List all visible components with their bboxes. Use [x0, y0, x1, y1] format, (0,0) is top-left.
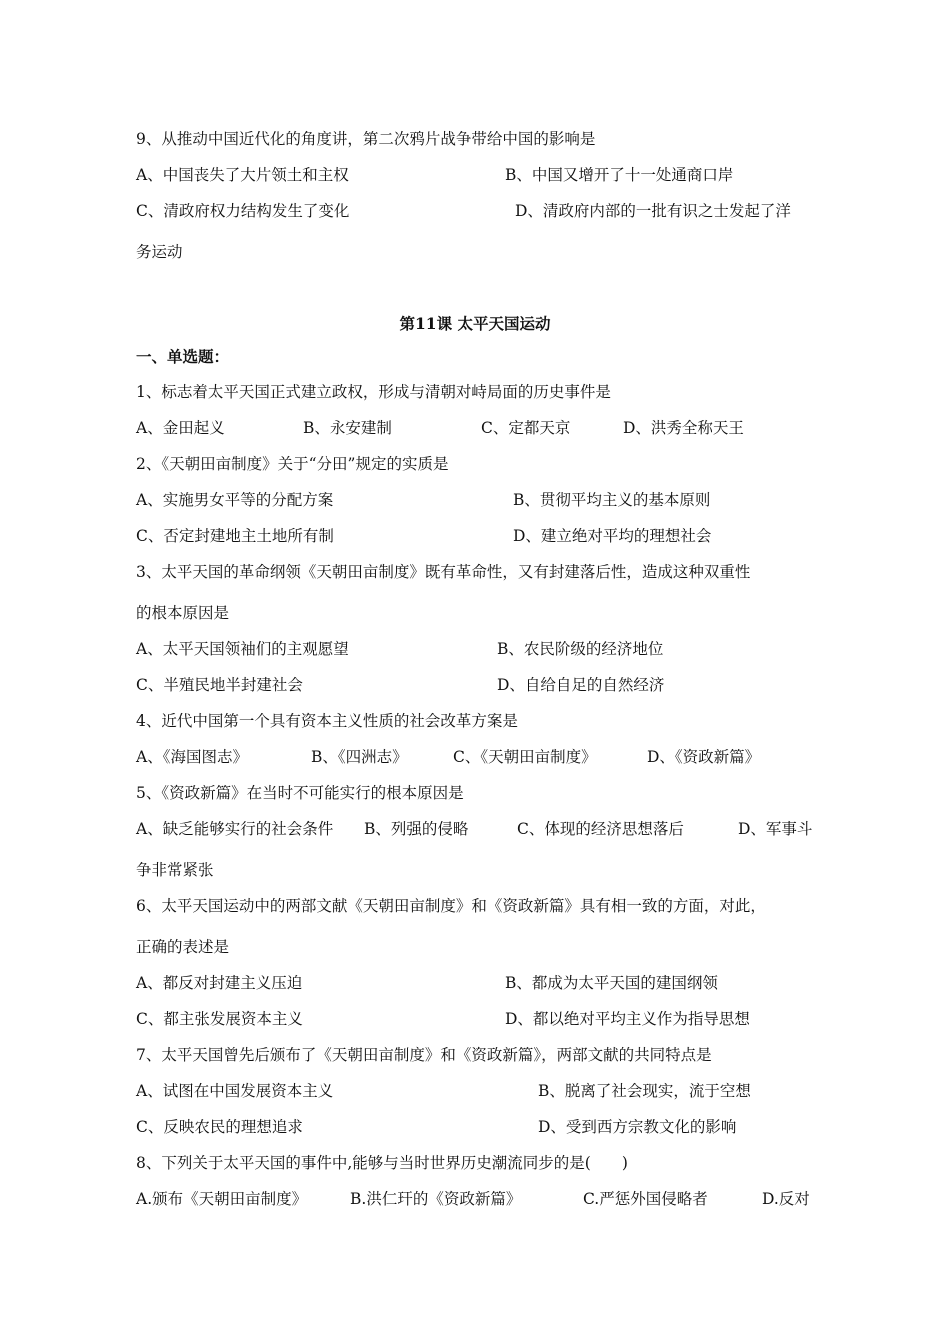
- q1-option-a: A、金田起义: [136, 419, 225, 437]
- q4-stem: 4、近代中国第一个具有资本主义性质的社会改革方案是: [136, 712, 518, 730]
- q1-option-d: D、洪秀全称天王: [623, 419, 744, 437]
- q5-option-b: B、列强的侵略: [364, 820, 469, 838]
- q2-option-c: C、否定封建地主土地所有制: [136, 527, 334, 545]
- q6-stem: 6、太平天国运动中的两部文献《天朝田亩制度》和《资政新篇》具有相一致的方面，对此，: [136, 897, 766, 915]
- q8-option-b: B.洪仁玕的《资政新篇》: [350, 1190, 522, 1208]
- q3-stem-continued: 的根本原因是: [136, 604, 230, 622]
- q1-option-c: C、定都天京: [481, 419, 571, 437]
- q8-option-a: A.颁布《天朝田亩制度》: [136, 1190, 308, 1208]
- q4-option-b: B、《四洲志》: [311, 748, 408, 766]
- q8-stem: 8、下列关于太平天国的事件中,能够与当时世界历史潮流同步的是( ): [136, 1154, 628, 1172]
- q6-option-c: C、都主张发展资本主义: [136, 1010, 303, 1028]
- q7-option-b: B、脱离了社会现实，流于空想: [538, 1082, 751, 1100]
- q8-option-d: D.反对: [762, 1190, 810, 1208]
- q3-option-b: B、农民阶级的经济地位: [497, 640, 664, 658]
- q3-option-c: C、半殖民地半封建社会: [136, 676, 303, 694]
- q7-stem: 7、太平天国曾先后颁布了《天朝田亩制度》和《资政新篇》，两部文献的共同特点是: [136, 1046, 712, 1064]
- section-heading: 一、单选题：: [136, 347, 230, 366]
- q4-option-c: C、《天朝田亩制度》: [453, 748, 597, 766]
- q9-stem: 9、从推动中国近代化的角度讲，第二次鸦片战争带给中国的影响是: [136, 130, 596, 148]
- q9-option-d: D、清政府内部的一批有识之士发起了洋: [515, 202, 791, 220]
- q2-stem: 2、《天朝田亩制度》关于“分田”规定的实质是: [136, 455, 449, 473]
- q1-option-b: B、永安建制: [303, 419, 392, 437]
- q6-stem-continued: 正确的表述是: [136, 938, 230, 956]
- q5-option-d: D、军事斗: [738, 820, 813, 838]
- q9-option-a: A、中国丧失了大片领土和主权: [136, 166, 349, 184]
- q4-option-d: D、《资政新篇》: [647, 748, 761, 766]
- lesson-title: 第11课 太平天国运动: [399, 314, 551, 333]
- q9-option-c: C、清政府权力结构发生了变化: [136, 202, 350, 220]
- q1-stem: 1、标志着太平天国正式建立政权，形成与清朝对峙局面的历史事件是: [136, 383, 611, 401]
- q2-option-d: D、建立绝对平均的理想社会: [513, 527, 712, 545]
- q7-option-c: C、反映农民的理想追求: [136, 1118, 303, 1136]
- q9-option-b: B、中国又增开了十一处通商口岸: [505, 166, 734, 184]
- q3-option-d: D、自给自足的自然经济: [497, 676, 665, 694]
- q9-option-d-continued: 务运动: [136, 243, 183, 261]
- q3-stem: 3、太平天国的革命纲领《天朝田亩制度》既有革命性，又有封建落后性，造成这种双重性: [136, 563, 751, 581]
- q7-option-a: A、试图在中国发展资本主义: [136, 1082, 334, 1100]
- q5-option-d-continued: 争非常紧张: [136, 861, 214, 879]
- q5-stem: 5、《资政新篇》在当时不可能实行的根本原因是: [136, 784, 464, 802]
- q2-option-b: B、贯彻平均主义的基本原则: [513, 491, 711, 509]
- q6-option-b: B、都成为太平天国的建国纲领: [505, 974, 718, 992]
- q7-option-d: D、受到西方宗教文化的影响: [538, 1118, 737, 1136]
- q6-option-a: A、都反对封建主义压迫: [136, 974, 303, 992]
- q2-option-a: A、实施男女平等的分配方案: [136, 491, 334, 509]
- q4-option-a: A、《海国图志》: [136, 748, 248, 766]
- q5-option-c: C、体现的经济思想落后: [517, 820, 684, 838]
- q6-option-d: D、都以绝对平均主义作为指导思想: [505, 1010, 750, 1028]
- q5-option-a: A、缺乏能够实行的社会条件: [136, 820, 334, 838]
- q3-option-a: A、太平天国领袖们的主观愿望: [136, 640, 349, 658]
- q8-option-c: C.严惩外国侵略者: [583, 1190, 708, 1208]
